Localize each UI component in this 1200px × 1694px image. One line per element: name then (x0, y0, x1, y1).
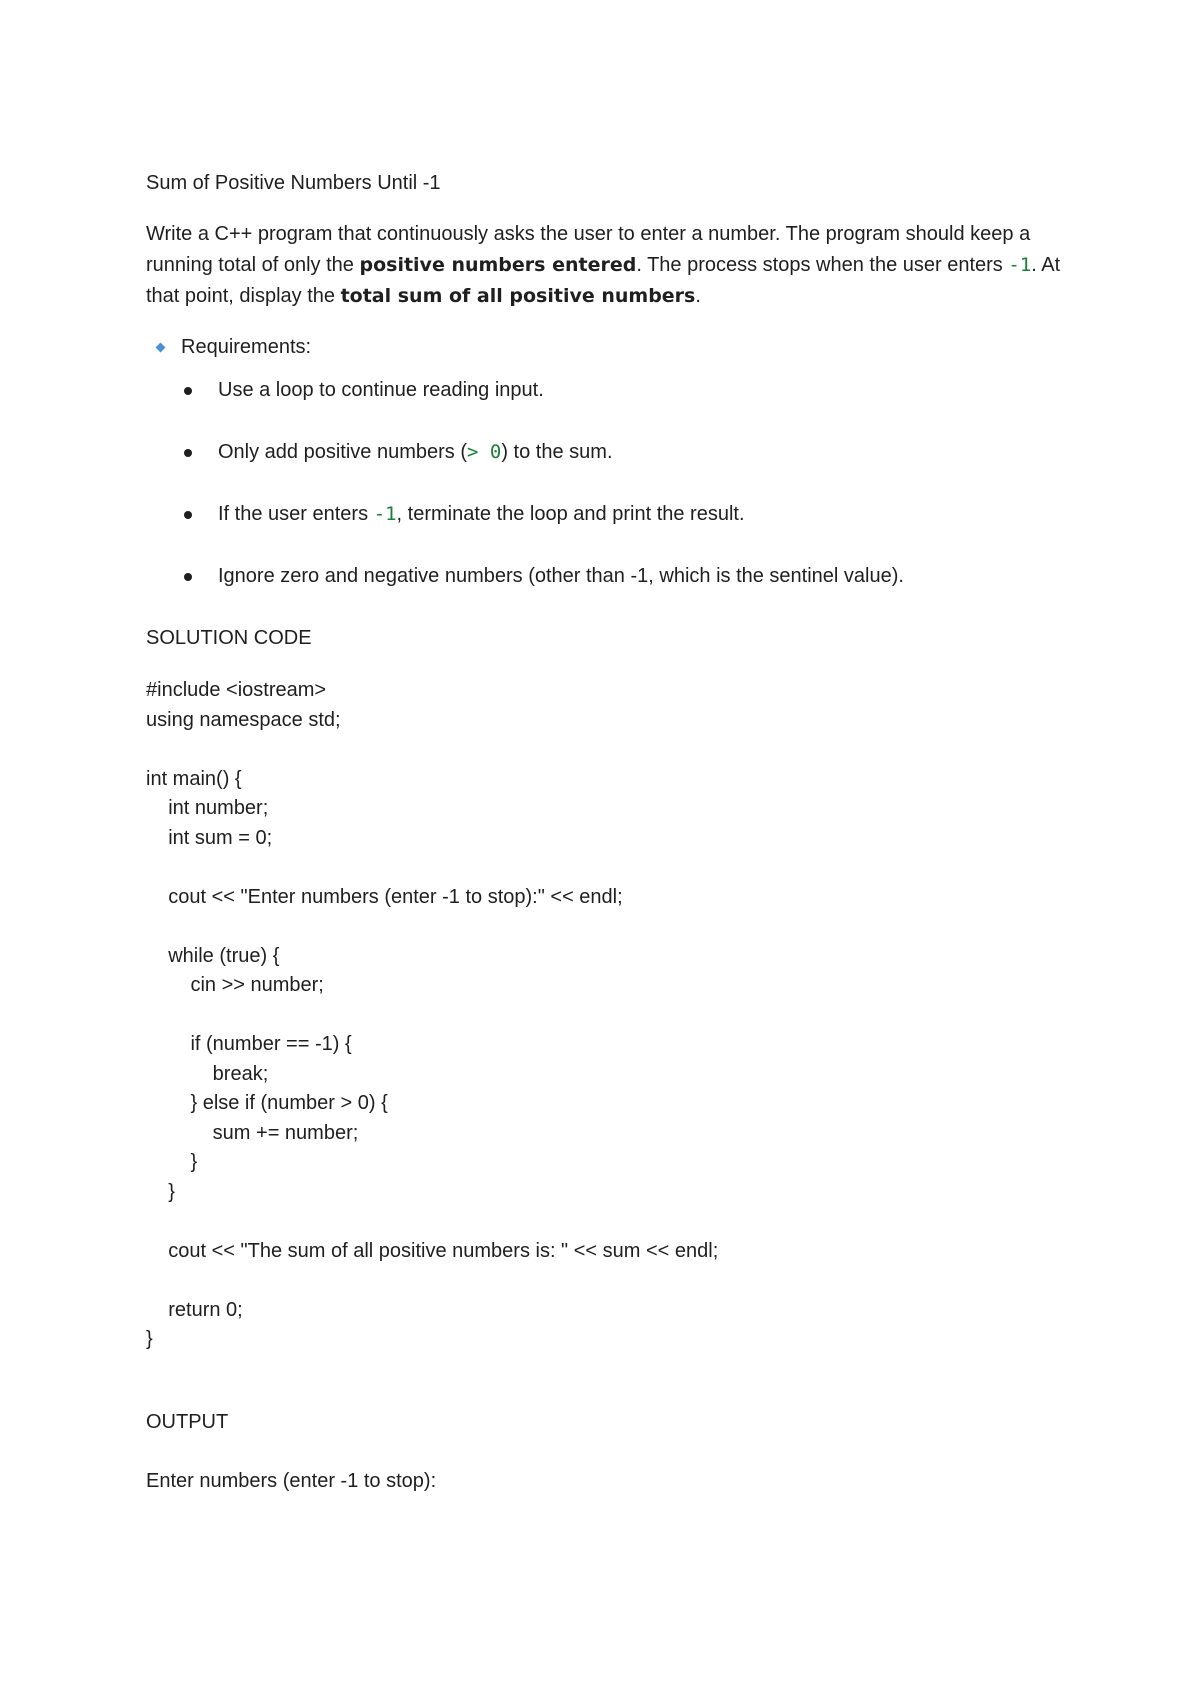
requirement-text-post: ) to the sum. (501, 441, 613, 463)
document-page (146, 168, 1076, 1497)
requirement-text-pre: If the user enters (218, 503, 374, 525)
requirements-heading (146, 332, 1076, 363)
requirement-text (218, 499, 745, 530)
requirement-text (218, 437, 613, 468)
requirement-text: Ignore zero and negative numbers (other than -1, which is the sentinel value). (218, 565, 904, 587)
solution-code-label: SOLUTION CODE (146, 627, 312, 649)
requirements-heading-label: Requirements: (181, 336, 312, 358)
requirement-code: > 0 (467, 441, 502, 463)
requirements-list (146, 375, 1076, 592)
blue-diamond-icon (156, 343, 166, 353)
desc-bold-1: positive numbers entered (359, 254, 637, 276)
document-title: Sum of Positive Numbers Until -1 (146, 172, 441, 194)
desc-text-2: . The process stops when the user enters (636, 254, 1009, 276)
desc-bold-2: total sum of all positive numbers (340, 285, 696, 307)
bullet-dot-icon (184, 449, 192, 457)
desc-text-1: Write a C++ program that continuously asks the user to enter a number. The program should keep a running total of only the (146, 223, 1031, 276)
requirement-code: -1 (373, 503, 397, 525)
output-line: Enter numbers (enter -1 to stop): (146, 1469, 437, 1492)
requirement-text-pre: Only add positive numbers ( (218, 441, 468, 463)
desc-code-1: -1 (1008, 254, 1032, 276)
requirement-item (146, 561, 1076, 592)
requirement-item (146, 437, 1076, 468)
requirement-text: Use a loop to continue reading input. (218, 379, 544, 401)
bullet-dot-icon (184, 573, 192, 581)
requirement-item (146, 499, 1076, 530)
desc-text-3: . At that point, display the (146, 254, 1061, 307)
requirement-item (146, 375, 1076, 406)
bullet-dot-icon (184, 511, 192, 519)
problem-description (146, 219, 1076, 312)
solution-code-block: #include <iostream> using namespace std; int main() { int number; int sum = 0; cout << "Enter numbers (enter -1 to stop):" << endl; while (true) { cin >> number; if (number == -1) { break; } else if (number > 0) { sum += number; } } cout << "The sum of all positive numbers is: " << sum << endl; return 0; } (146, 679, 719, 1350)
output-label: OUTPUT (146, 1410, 229, 1433)
desc-text-4: . (695, 285, 701, 307)
requirement-text-post: , terminate the loop and print the result. (396, 503, 745, 525)
bullet-dot-icon (184, 387, 192, 395)
